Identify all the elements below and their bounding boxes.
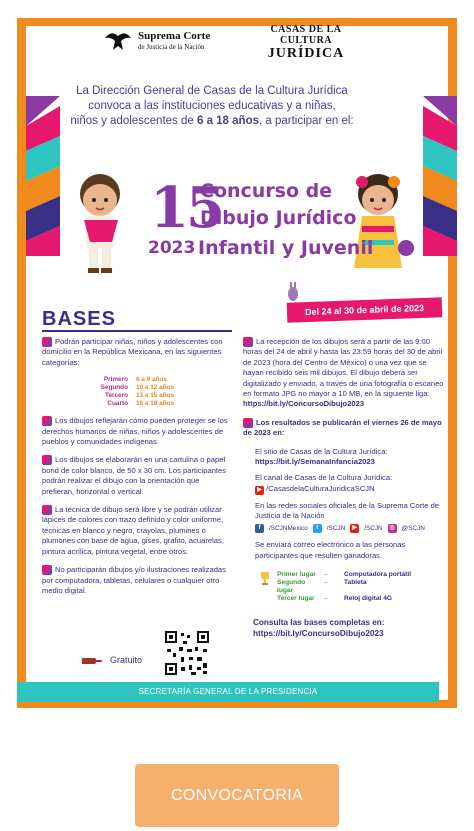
- title-line1: Concurso de: [200, 180, 333, 202]
- youtube-handle[interactable]: /SCJN: [364, 524, 383, 532]
- prizes-list: [277, 571, 411, 603]
- email-notice: Se enviará correo electrónico a las personas participantes que resulten ganadoras.: [255, 540, 406, 560]
- category-row: [94, 384, 230, 392]
- bases-underline: [42, 330, 232, 332]
- prize-arrow: →: [322, 578, 329, 586]
- prizes-block: [243, 567, 448, 603]
- intro-line3-c: , a participar en el:: [259, 115, 354, 127]
- bases-heading: BASES: [42, 308, 116, 330]
- intro-line2: convoca a las instituciones educativas y a niñas,: [88, 100, 336, 112]
- prize-item: Computadora portátil: [344, 570, 412, 578]
- twitter-handle[interactable]: /SCJN: [326, 524, 346, 532]
- youtube-icon: ▶: [255, 486, 264, 495]
- youtube-icon: ▶: [350, 524, 359, 533]
- prize-arrow: →: [322, 570, 329, 578]
- category-name: Segundo: [100, 384, 128, 392]
- pencil-icon: [42, 455, 52, 465]
- qr-code-icon[interactable]: [163, 629, 211, 677]
- category-name: Primero: [103, 376, 128, 384]
- twitter-icon: t: [313, 524, 322, 533]
- results-heading: [243, 418, 448, 439]
- results-channel-text: El canal de Casas de la Cultura Jurídica:: [255, 473, 393, 483]
- facebook-handle[interactable]: /SCJNMexico: [269, 524, 308, 532]
- rule-technique-text: La técnica de dibujo será libre y se podrán utilizar lápices de colores con trazo definido y color uniforme, técnicas en blanco y negro, crayolas, plumines o plumones con base de agua, gises, grafito, acuarelas, pintura acrílica, pintura vegetal, entre otros.: [42, 505, 224, 556]
- pencil-icon: [243, 337, 253, 347]
- title-line2: Dibujo Jurídico: [200, 207, 357, 229]
- ccj-logo-line1: CASAS DE LA CULTURA: [270, 24, 342, 46]
- date-badge: Del 24 al 30 de abril de 2023: [287, 297, 443, 322]
- eagle-icon: [103, 28, 133, 54]
- rule-theme-text: Los dibujos reflejarán cómo pueden proteger se los derechos humanos de niñas, niños y adolescentes de pueblos y comunidades indígenas.: [42, 416, 228, 447]
- category-name: Cuarto: [107, 400, 128, 408]
- prize-item: Tableta: [344, 578, 367, 586]
- results-site-text: El sitio de Casas de la Cultura Jurídica:: [255, 446, 388, 456]
- prize-row: [277, 595, 411, 603]
- pencil-icon: [42, 565, 52, 575]
- pencil-icon: [42, 416, 52, 426]
- right-column: [243, 337, 448, 639]
- pencil-icon: [243, 418, 253, 428]
- facebook-icon: f: [255, 524, 264, 533]
- scjn-logo-line1: Suprema Corte: [138, 30, 211, 42]
- prize-place: Primer lugar: [277, 570, 316, 578]
- age-categories: [94, 376, 230, 408]
- prize-arrow: →: [322, 594, 329, 602]
- contest-title: [50, 155, 410, 280]
- pointing-hand-icon: [82, 655, 102, 665]
- prize-row: [277, 579, 411, 595]
- intro-line3: [50, 114, 374, 129]
- full-bases-link[interactable]: https://bit.ly/ConcursoDibujo2023: [253, 628, 384, 638]
- poster-footer: SECRETARÍA GENERAL DE LA PRESIDENCIA: [17, 682, 439, 702]
- category-ages: 6 a 9 años: [136, 376, 167, 384]
- intro-line1: La Dirección General de Casas de la Cultura Jurídica: [76, 85, 348, 97]
- rule-digital: [42, 565, 230, 596]
- prize-row: [277, 571, 411, 579]
- results-heading-text: Los resultados se publicarán el viernes 26 de mayo de 2023 en:: [243, 417, 442, 438]
- prize-place: Segundo lugar: [277, 578, 306, 594]
- pencil-icon: [42, 337, 52, 347]
- rule-participants-text: Podrán participar niñas, niños y adolescentes con domicilio en la República Mexicana, en las siguientes categorías:: [42, 337, 223, 367]
- category-row: [94, 392, 230, 400]
- scjn-logo: [103, 26, 233, 56]
- prize-item: Reloj digital 4G: [344, 594, 392, 602]
- category-ages: 13 a 15 años: [136, 392, 175, 400]
- trophy-icon: [259, 571, 271, 585]
- instagram-handle[interactable]: @SCJN: [401, 524, 425, 532]
- intro-age-range: 6 a 18 años: [196, 115, 259, 127]
- toy-icon: [286, 282, 300, 302]
- rule-format-text: Los dibujos se elaborarán en una cartulina o papel bond de color blanco, de 50 x 30 cm. Los participantes podrán realizar el dibujo con la orientación que prefieran, horizontal o vertical.: [42, 455, 227, 496]
- convocatoria-button[interactable]: CONVOCATORIA: [135, 764, 339, 827]
- full-bases: [253, 617, 448, 639]
- rule-digital-text: No participarán dibujos y/o ilustraciones realizadas por computadora, tabletas, celulares o cualquier otro medio digital.: [42, 565, 226, 595]
- rule-theme: [42, 416, 230, 447]
- category-ages: 10 a 12 años: [136, 384, 175, 392]
- full-bases-text: Consulta las bases completas en:: [253, 617, 385, 627]
- category-row: [94, 400, 230, 408]
- edition-number: 15: [150, 175, 222, 241]
- title-year: 2023: [148, 238, 196, 258]
- ccj-logo-line2: JURÍDICA: [267, 46, 345, 61]
- social-handles: [255, 524, 448, 534]
- left-column: [42, 337, 230, 604]
- category-name: Tercero: [105, 392, 128, 400]
- intro-line3-a: niños y adolescentes de: [70, 115, 197, 127]
- rule-participants: [42, 337, 230, 368]
- results-site: [255, 447, 448, 468]
- pencil-icon: [42, 505, 52, 515]
- social-text: En las redes sociales oficiales de la Suprema Corte de Justicia de la Nación: [255, 500, 440, 521]
- results-channel: [255, 473, 448, 494]
- category-ages: 16 a 18 años: [136, 400, 175, 408]
- results-site-link[interactable]: https://bit.ly/SemanaInfancia2023: [255, 457, 375, 467]
- right-decoration-icon: [423, 96, 457, 256]
- free-label: Gratuito: [110, 655, 143, 665]
- reception-rule: [243, 337, 448, 410]
- ccj-logo: [256, 24, 356, 62]
- title-line3: Infantil y Juvenil: [198, 237, 374, 259]
- channel-handle[interactable]: /CasasdelaCulturaJuridicaSCJN: [266, 483, 375, 493]
- intro-text: [50, 84, 374, 129]
- submission-link[interactable]: https://bit.ly/ConcursoDibujo2023: [243, 399, 365, 409]
- category-row: [94, 376, 230, 384]
- reception-rule-text: La recepción de los dibujos será a partir de las 9:00 horas del 24 de abril y hasta las 23:59 horas del 30 de abril de 2023 (hora del Centro de México) o una vez que se hayan recibido seis mil dibujos. El dibujo deberá ser digitalizado y enviado, a través de una fotografía o escaneo en formato JPG no mayor a 10 MB, en la siguiente liga:: [243, 337, 444, 399]
- instagram-icon: ◎: [389, 525, 395, 532]
- prize-place: Tercer lugar: [277, 594, 315, 602]
- scjn-logo-line2: de Justicia de la Nación: [138, 43, 205, 51]
- rule-technique: [42, 505, 230, 557]
- rule-format: [42, 455, 230, 497]
